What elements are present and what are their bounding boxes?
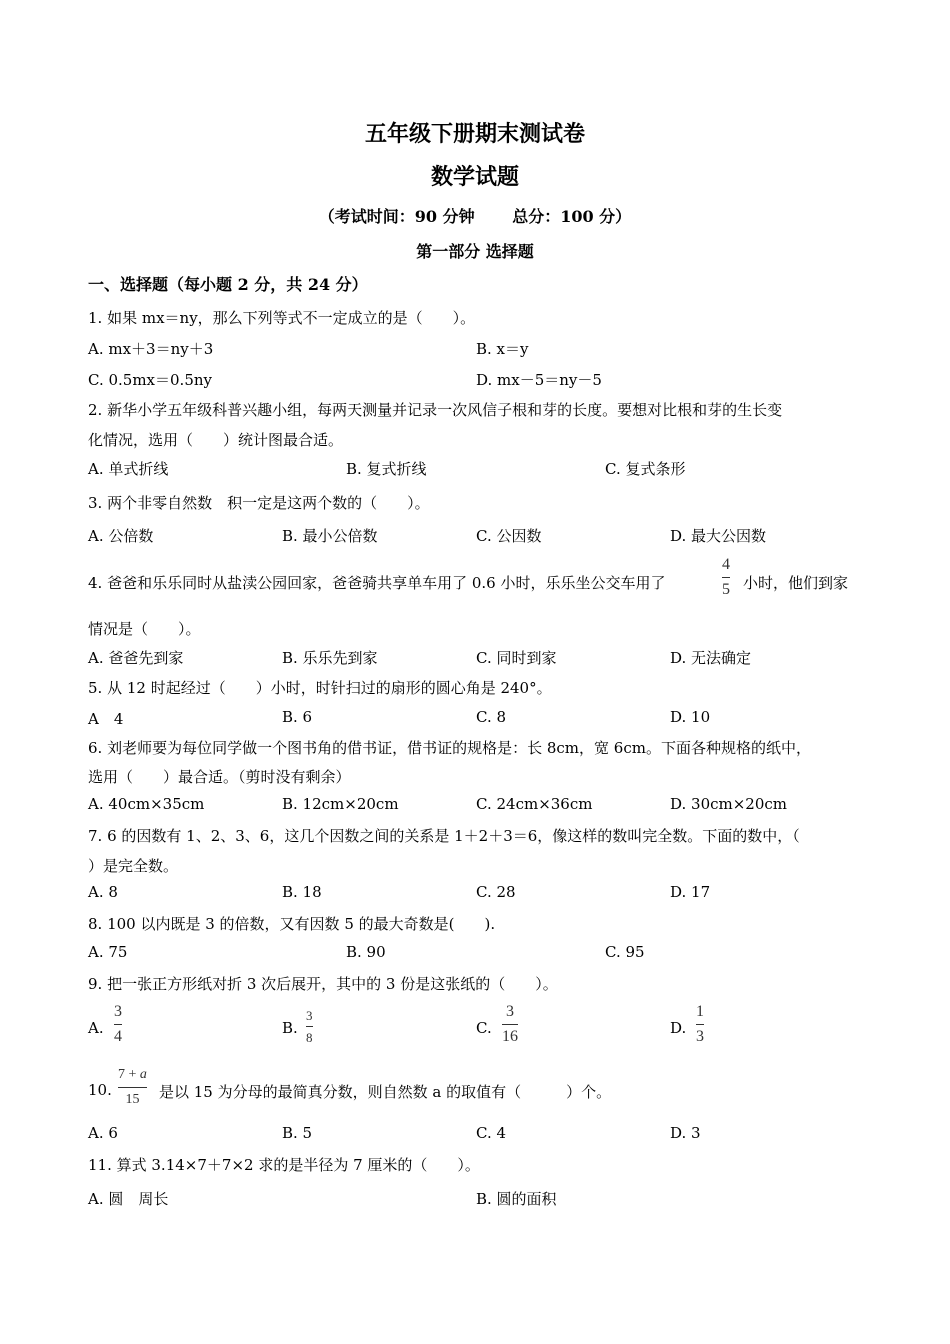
question-3: 3. 两个非零自然数 积一定是这两个数的（ ）。 — [88, 494, 430, 512]
q8-option-c: C. 95 — [605, 943, 645, 961]
q9-option-b-fraction — [306, 1008, 313, 1045]
question-9: 9. 把一张正方形纸对折 3 次后展开，其中的 3 份是这张纸的（ ）。 — [88, 975, 558, 993]
q9-option-a-fraction — [114, 1003, 122, 1046]
q9-option-c-fraction — [502, 1003, 518, 1046]
question-11: 11. 算式 3.14×7＋7×2 求的是半径为 7 厘米的（ ）。 — [88, 1156, 480, 1174]
fraction-bar — [502, 1024, 518, 1025]
q5-option-c: C. 8 — [476, 708, 507, 726]
q9-option-d-fraction — [696, 1003, 704, 1046]
question-10-number: 10. — [88, 1081, 112, 1099]
subject-title: 数学试题 — [430, 165, 519, 190]
q9-option-a: A. — [88, 1019, 104, 1037]
q9-option-b: B. — [282, 1019, 298, 1037]
question-5: 5. 从 12 时起经过（ ）小时，时针扫过的扇形的圆心角是 240°。 — [88, 679, 552, 697]
q1-option-a: A. mx＋3＝ny＋3 — [88, 340, 214, 358]
q6-option-d: D. 30cm×20cm — [670, 795, 788, 813]
q10-numerator-variable: a — [139, 1067, 147, 1082]
section-heading: 一、选择题（每小题 2 分，共 24 分） — [88, 275, 368, 294]
part-heading: 第一部分 选择题 — [416, 242, 534, 261]
q4-option-a: A. 爸爸先到家 — [88, 649, 184, 667]
fraction-denominator: 4 — [114, 1028, 122, 1045]
fraction-bar — [722, 577, 730, 578]
q11-option-a: A. 圆 周长 — [88, 1190, 169, 1208]
page-title: 五年级下册期末测试卷 — [364, 122, 585, 147]
q3-option-b: B. 最小公倍数 — [282, 527, 378, 545]
q5-option-a: A 4 — [88, 710, 124, 728]
q9-option-d: D. — [670, 1019, 687, 1037]
q1-option-d: D. mx－5＝ny－5 — [476, 371, 602, 389]
exam-info: （考试时间：90 分钟 总分：100 分） — [318, 207, 632, 226]
question-10: 是以 15 为分母的最简真分数，则自然数 a 的取值有（ ）个。 — [159, 1083, 612, 1101]
question-2-line-2: 化情况，选用（ ）统计图最合适。 — [88, 431, 344, 449]
q4-option-c: C. 同时到家 — [476, 649, 557, 667]
q5-option-d: D. 10 — [670, 708, 711, 726]
q5-option-b: B. 6 — [282, 708, 313, 726]
q4-fraction-denominator: 5 — [722, 581, 730, 598]
q9-option-c: C. — [476, 1019, 492, 1037]
q8-option-a: A. 75 — [88, 943, 128, 961]
fraction-bar — [696, 1024, 704, 1025]
fraction-numerator: 3 — [114, 1003, 122, 1020]
fraction-bar — [306, 1026, 313, 1027]
question-4: 4. 爸爸和乐乐同时从盐渎公园回家，爸爸骑共享单车用了 0.6 小时，乐乐坐公交车用了 — [88, 574, 666, 592]
q3-option-c: C. 公因数 — [476, 527, 542, 545]
q10-option-a: A. 6 — [88, 1124, 118, 1142]
question-4-line-2: 情况是（ ）。 — [88, 620, 201, 638]
question-7: 7. 6 的因数有 1、2、3、6，这几个因数之间的关系是 1＋2＋3＝6，像这样的数叫完全数。下面的数中，（ — [88, 827, 800, 845]
q6-option-a: A. 40cm×35cm — [88, 795, 205, 813]
question-6-line-2: 选用（ ）最合适。（剪时没有剩余） — [88, 768, 351, 786]
q2-option-b: B. 复式折线 — [346, 460, 427, 478]
fraction-denominator: 8 — [306, 1030, 313, 1045]
question-2: 2. 新华小学五年级科普兴趣小组，每两天测量并记录一次风信子根和芽的长度。要想对比根和芽的生长变 — [88, 401, 783, 419]
q6-option-b: B. 12cm×20cm — [282, 795, 399, 813]
fraction-numerator: 3 — [506, 1003, 514, 1020]
q7-option-c: C. 28 — [476, 883, 516, 901]
fraction-numerator: 1 — [696, 1003, 704, 1020]
fraction-denominator: 3 — [696, 1028, 704, 1045]
q6-option-c: C. 24cm×36cm — [476, 795, 593, 813]
question-1: 1. 如果 mx＝ny，那么下列等式不一定成立的是（ ）。 — [88, 309, 476, 327]
fraction-numerator: 3 — [306, 1008, 313, 1023]
q4-fraction-numerator: 4 — [722, 556, 730, 573]
fraction-denominator: 16 — [502, 1028, 518, 1045]
q10-fraction — [118, 1066, 147, 1109]
q4-fraction — [722, 556, 730, 599]
q7-option-a: A. 8 — [88, 883, 118, 901]
q10-fraction-denominator: 15 — [125, 1092, 140, 1107]
q2-option-a: A. 单式折线 — [88, 460, 169, 478]
question-4-tail: 小时，他们到家 — [743, 574, 849, 592]
q8-option-b: B. 90 — [346, 943, 386, 961]
q7-option-d: D. 17 — [670, 883, 711, 901]
fraction-bar — [118, 1087, 147, 1088]
question-6: 6. 刘老师要为每位同学做一个图书角的借书证，借书证的规格是：长 8cm，宽 6cm。下面各种规格的纸中， — [88, 739, 811, 757]
fraction-bar — [114, 1024, 122, 1025]
q11-option-b: B. 圆的面积 — [476, 1190, 557, 1208]
question-7-line-2: ）是完全数。 — [88, 857, 179, 875]
q1-option-c: C. 0.5mx＝0.5ny — [88, 371, 213, 389]
q4-option-b: B. 乐乐先到家 — [282, 649, 378, 667]
question-8: 8. 100 以内既是 3 的倍数，又有因数 5 的最大奇数是( ). — [88, 915, 496, 933]
q3-option-d: D. 最大公因数 — [670, 527, 767, 545]
q10-option-d: D. 3 — [670, 1124, 701, 1142]
q7-option-b: B. 18 — [282, 883, 322, 901]
q3-option-a: A. 公倍数 — [88, 527, 154, 545]
q2-option-c: C. 复式条形 — [605, 460, 686, 478]
q10-fraction-numerator — [118, 1066, 147, 1084]
q10-option-b: B. 5 — [282, 1124, 313, 1142]
q10-option-c: C. 4 — [476, 1124, 507, 1142]
q4-option-d: D. 无法确定 — [670, 649, 752, 667]
q1-option-b: B. x＝y — [476, 340, 529, 358]
q10-numerator-constant: 7 + — [118, 1067, 140, 1082]
